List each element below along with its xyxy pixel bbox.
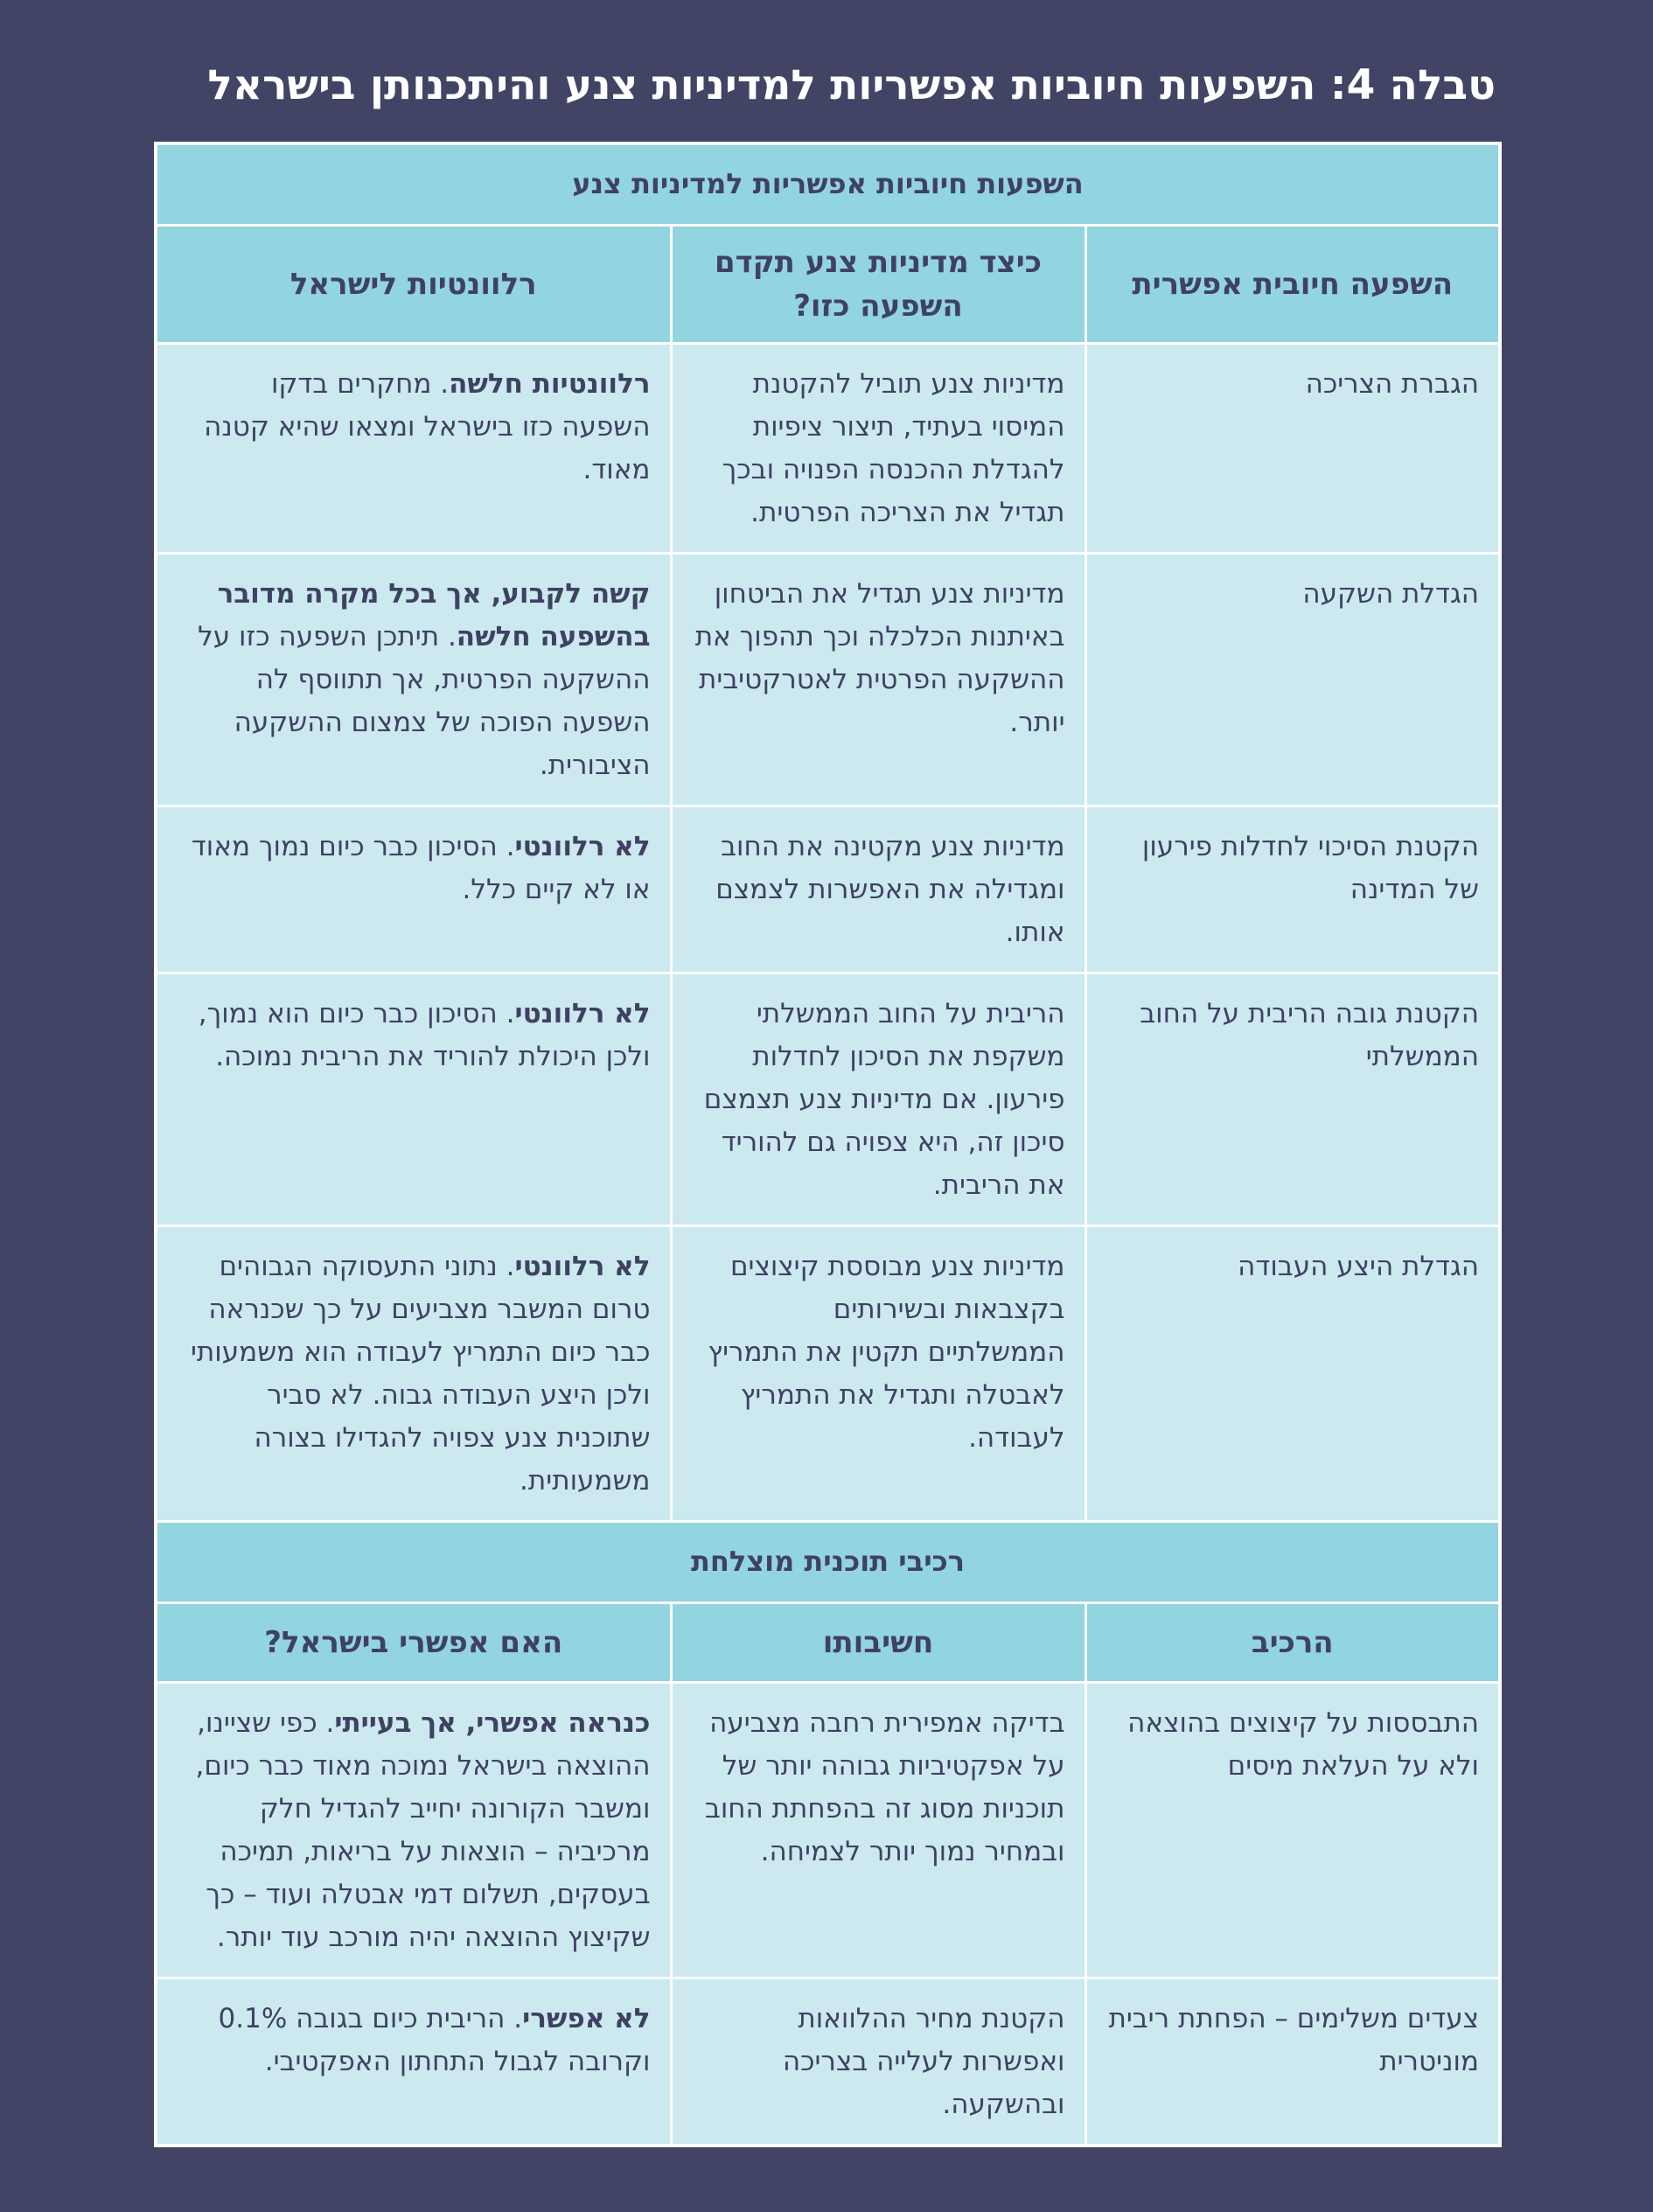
table-row [156,554,1500,806]
relevance-explanation: . מחקרים בדקו השפעה כזו בישראל ומצאו שהיא קטנה מאוד. [204,368,651,485]
relevance-cell [156,973,671,1226]
how-cell: מדיניות צנע מקטינה את החוב ומגדילה את האפשרות לצמצם אותו. [671,806,1085,973]
possible-verdict: לא אפשרי [522,2003,651,2034]
section1-heading: השפעות חיוביות אפשריות למדיניות צנע [156,143,1500,226]
table-row [156,973,1500,1226]
how-cell: הריבית על החוב הממשלתי משקפת את הסיכון לחדלות פירעון. אם מדיניות צנע תצמצם סיכון זה, היא צפויה גם להוריד את הריבית. [671,973,1085,1226]
relevance-cell [156,344,671,554]
possible-explanation: . הריבית כיום בגובה 0.1% וקרובה לגבול התחתון האפקטיבי. [218,2003,651,2077]
austerity-table [154,142,1502,2147]
relevance-explanation: . הסיכון כבר כיום הוא נמוך, ולכן היכולת להוריד את הריבית נמוכה. [198,998,651,1072]
relevance-verdict: לא רלוונטי [514,831,651,862]
column-header-impact: השפעה חיובית אפשרית [1085,226,1500,344]
relevance-verdict: לא רלוונטי [514,1251,651,1282]
section1-heading-row [156,143,1500,226]
relevance-verdict: רלוונטיות חלשה [449,368,651,400]
page-title: טבלה 4: השפעות חיוביות אפשריות למדיניות צנע והיתכנותן בישראל [207,61,1496,109]
how-cell: מדיניות צנע תוביל להקטנת המיסוי בעתיד, תיצור ציפיות להגדלת ההכנסה הפנויה ובכך תגדיל את הצריכה הפרטית. [671,344,1085,554]
section2-column-header-row [156,1603,1500,1683]
table-row [156,1978,1500,2146]
section1-column-header-row [156,226,1500,344]
possible-verdict: כנראה אפשרי, אך בעייתי [334,1707,651,1739]
how-cell: מדיניות צנע מבוססת קיצוצים בקצבאות ובשירותים הממשלתיים תקטין את התמריץ לאבטלה ותגדיל את התמריץ לעבודה. [671,1226,1085,1522]
table-row [156,806,1500,973]
impact-cell: הגדלת היצע העבודה [1085,1226,1500,1522]
relevance-cell [156,554,671,806]
column-header-how: כיצד מדיניות צנע תקדם השפעה כזו? [671,226,1085,344]
possible-cell [156,1978,671,2146]
table-row [156,1683,1500,1978]
impact-cell: הגברת הצריכה [1085,344,1500,554]
relevance-verdict: לא רלוונטי [514,998,651,1029]
relevance-explanation: . הסיכון כבר כיום נמוך מאוד או לא קיים כלל. [191,831,651,905]
table-row [156,344,1500,554]
relevance-cell [156,806,671,973]
relevance-cell [156,1226,671,1522]
section2-heading-row [156,1522,1500,1603]
how-cell: מדיניות צנע תגדיל את הביטחון באיתנות הכלכלה וכך תהפוך את ההשקעה הפרטית לאטרקטיבית יותר. [671,554,1085,806]
relevance-explanation: . תיתכן השפעה כזו על ההשקעה הפרטית, אך תתווסף לה השפעה הפוכה של צמצום ההשקעה הציבורית. [198,621,651,781]
impact-cell: הקטנת גובה הריבית על החוב הממשלתי [1085,973,1500,1226]
table-row [156,1226,1500,1522]
importance-cell: הקטנת מחיר ההלוואות ואפשרות לעלייה בצריכה ובהשקעה. [671,1978,1085,2146]
possible-cell [156,1683,671,1978]
impact-cell: הגדלת השקעה [1085,554,1500,806]
impact-cell: הקטנת הסיכוי לחדלות פירעון של המדינה [1085,806,1500,973]
relevance-explanation: . נתוני התעסוקה הגבוהים טרום המשבר מצביעים על כך שכנראה כבר כיום התמריץ לעבודה הוא משמעותי ולכן היצע העבודה גבוה. לא סביר שתוכנית צנע צפויה להגדילו בצורה משמעותית. [191,1251,651,1497]
column-header-possible: האם אפשרי בישראל? [156,1603,671,1683]
component-cell: צעדים משלימים – הפחתת ריבית מוניטרית [1085,1978,1500,2146]
possible-explanation: . כפי שציינו, ההוצאה בישראל נמוכה מאוד כבר כיום, ומשבר הקורונה יחייב להגדיל חלק מרכיביה – הוצאות על בריאות, תמיכה בעסקים, תשלום דמי אבטלה ועוד – כך שקיצוץ ההוצאה יהיה מורכב עוד יותר. [195,1707,651,1953]
importance-cell: בדיקה אמפירית רחבה מצביעה על אפקטיביות גבוהה יותר של תוכניות מסוג זה בהפחתת החוב ובמחיר נמוך יותר לצמיחה. [671,1683,1085,1978]
relevance-verdict: קשה לקבוע, אך בכל מקרה מדובר בהשפעה חלשה [217,578,651,652]
column-header-component: הרכיב [1085,1603,1500,1683]
column-header-relevance: רלוונטיות לישראל [156,226,671,344]
column-header-importance: חשיבותו [671,1603,1085,1683]
section2-heading: רכיבי תוכנית מוצלחת [156,1522,1500,1603]
component-cell: התבססות על קיצוצים בהוצאה ולא על העלאת מיסים [1085,1683,1500,1978]
